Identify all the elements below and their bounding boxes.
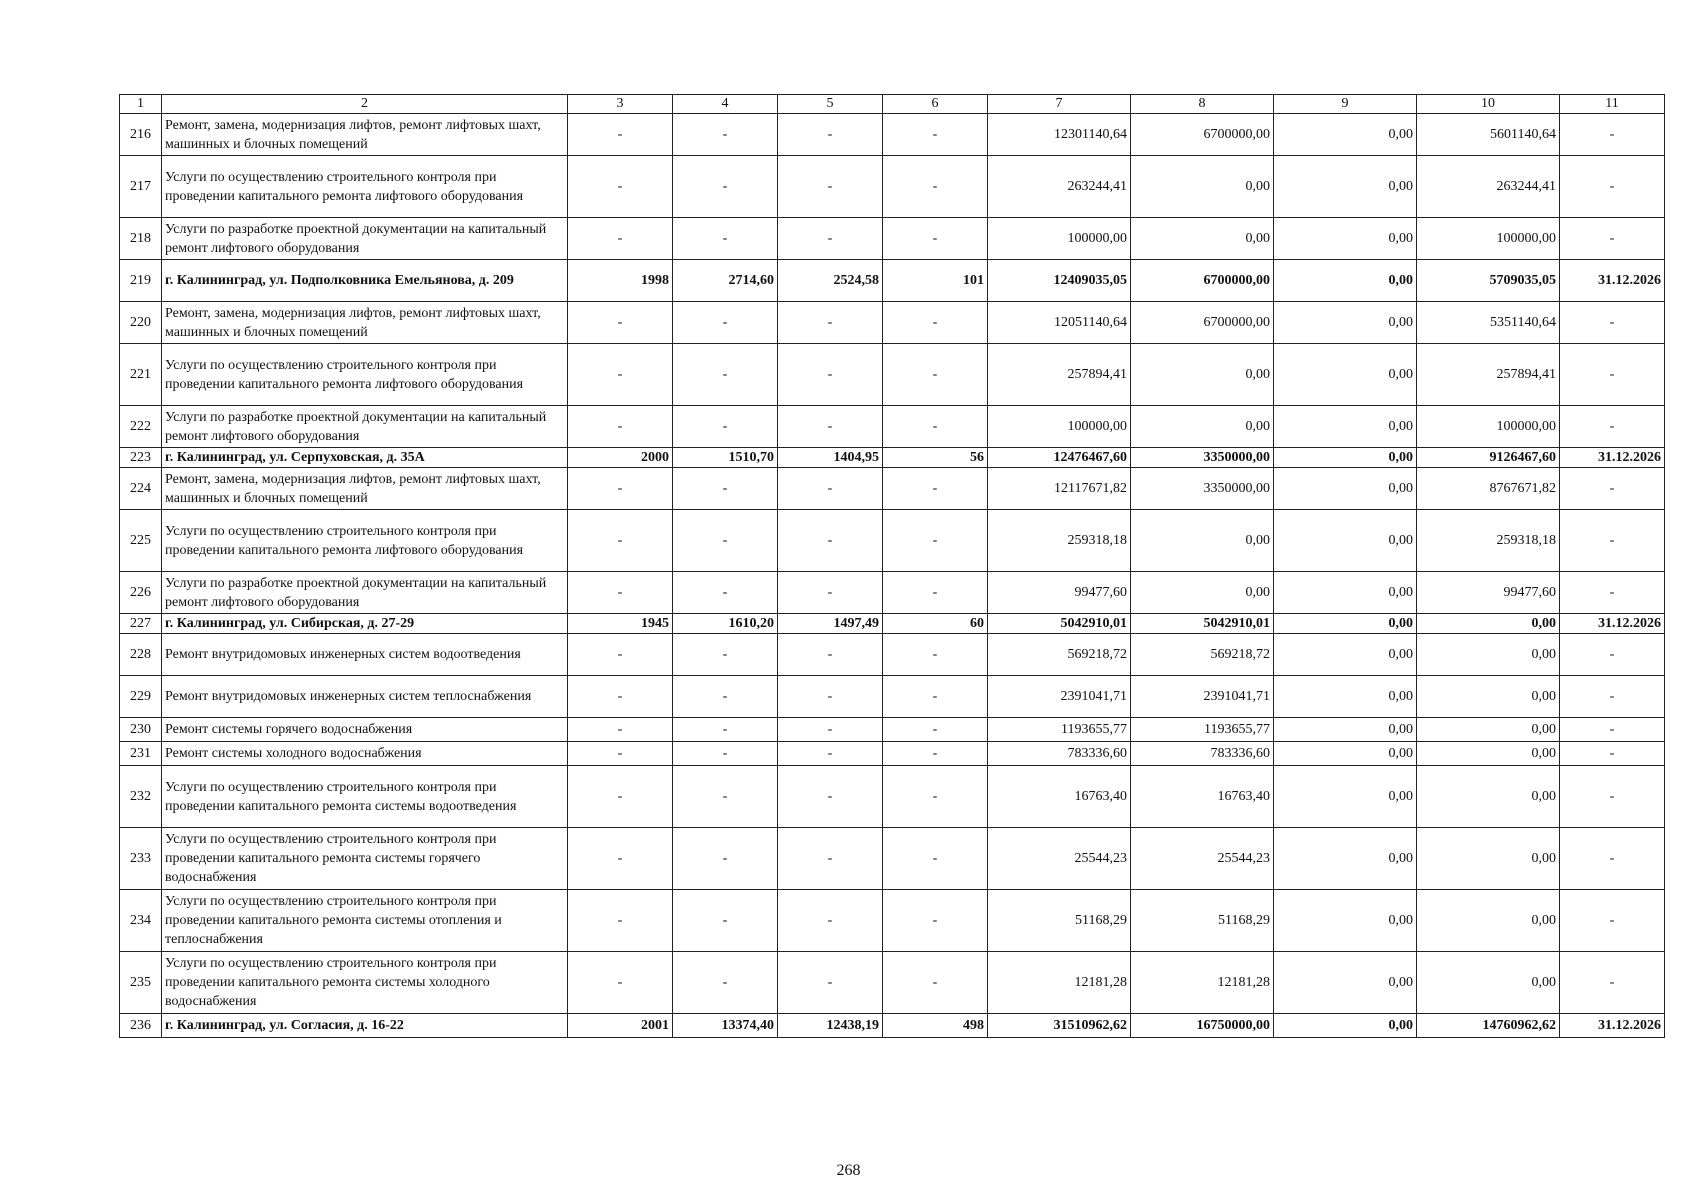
cell-col-7: 99477,60 (988, 572, 1131, 614)
completion-date: - (1560, 510, 1665, 572)
work-description: Ремонт внутридомовых инженерных систем водоотведения (162, 634, 568, 676)
cell-col-10: 0,00 (1417, 742, 1560, 766)
cell-col-6: - (883, 406, 988, 448)
row-number: 222 (120, 406, 162, 448)
cell-col-9: 0,00 (1274, 634, 1417, 676)
cell-col-8: 6700000,00 (1131, 114, 1274, 156)
work-description: Услуги по осуществлению строительного контроля при проведении капитального ремонта системы отопления и теплоснабжения (162, 890, 568, 952)
address-row (120, 614, 1665, 634)
cell-col-5: - (778, 468, 883, 510)
address-name: г. Калининград, ул. Серпуховская, д. 35А (162, 448, 568, 468)
cell-col-7: 12051140,64 (988, 302, 1131, 344)
cell-col-8: 0,00 (1131, 156, 1274, 218)
cell-col-7: 259318,18 (988, 510, 1131, 572)
cell-col-8: 51168,29 (1131, 890, 1274, 952)
completion-date: 31.12.2026 (1560, 260, 1665, 302)
completion-date: - (1560, 742, 1665, 766)
cell-col-9: 0,00 (1274, 828, 1417, 890)
cell-col-8: 569218,72 (1131, 634, 1274, 676)
cell-col-7: 25544,23 (988, 828, 1131, 890)
cell-col-5: 12438,19 (778, 1014, 883, 1038)
cell-col-7: 12301140,64 (988, 114, 1131, 156)
completion-date: - (1560, 218, 1665, 260)
cell-col-10: 5709035,05 (1417, 260, 1560, 302)
cell-col-7: 31510962,62 (988, 1014, 1131, 1038)
cell-col-5: - (778, 952, 883, 1014)
cell-col-3: - (568, 742, 673, 766)
work-item-row (120, 718, 1665, 742)
row-number: 226 (120, 572, 162, 614)
cell-col-4: 1510,70 (673, 448, 778, 468)
work-item-row (120, 114, 1665, 156)
column-number-9: 9 (1274, 95, 1417, 114)
cell-col-5: - (778, 742, 883, 766)
cell-col-10: 100000,00 (1417, 218, 1560, 260)
row-number: 229 (120, 676, 162, 718)
cell-col-4: - (673, 406, 778, 448)
cell-col-3: - (568, 718, 673, 742)
cell-col-10: 5351140,64 (1417, 302, 1560, 344)
address-row (120, 1014, 1665, 1038)
row-number: 230 (120, 718, 162, 742)
cell-col-9: 0,00 (1274, 890, 1417, 952)
cell-col-8: 783336,60 (1131, 742, 1274, 766)
cell-col-6: - (883, 742, 988, 766)
column-number-5: 5 (778, 95, 883, 114)
cell-col-7: 257894,41 (988, 344, 1131, 406)
address-name: г. Калининград, ул. Сибирская, д. 27-29 (162, 614, 568, 634)
work-description: Услуги по осуществлению строительного контроля при проведении капитального ремонта лифтового оборудования (162, 344, 568, 406)
cell-col-4: 13374,40 (673, 1014, 778, 1038)
column-number-10: 10 (1417, 95, 1560, 114)
work-item-row (120, 634, 1665, 676)
cell-col-4: - (673, 344, 778, 406)
column-number-3: 3 (568, 95, 673, 114)
work-item-row (120, 468, 1665, 510)
address-row (120, 260, 1665, 302)
completion-date: - (1560, 114, 1665, 156)
cell-col-9: 0,00 (1274, 406, 1417, 448)
cell-col-6: - (883, 114, 988, 156)
cell-col-3: - (568, 766, 673, 828)
cell-col-3: - (568, 572, 673, 614)
work-item-row (120, 742, 1665, 766)
cell-col-10: 100000,00 (1417, 406, 1560, 448)
row-number: 228 (120, 634, 162, 676)
cell-col-8: 0,00 (1131, 510, 1274, 572)
cell-col-5: 1404,95 (778, 448, 883, 468)
work-description: Ремонт, замена, модернизация лифтов, ремонт лифтовых шахт, машинных и блочных помещений (162, 468, 568, 510)
completion-date: 31.12.2026 (1560, 1014, 1665, 1038)
work-item-row (120, 218, 1665, 260)
cell-col-10: 9126467,60 (1417, 448, 1560, 468)
cell-col-3: - (568, 676, 673, 718)
cell-col-10: 5601140,64 (1417, 114, 1560, 156)
column-number-7: 7 (988, 95, 1131, 114)
cell-col-6: - (883, 468, 988, 510)
capital-repair-table (119, 94, 1665, 1038)
cell-col-3: - (568, 468, 673, 510)
completion-date: - (1560, 634, 1665, 676)
completion-date: 31.12.2026 (1560, 614, 1665, 634)
completion-date: - (1560, 890, 1665, 952)
cell-col-6: 101 (883, 260, 988, 302)
row-number: 236 (120, 1014, 162, 1038)
cell-col-9: 0,00 (1274, 344, 1417, 406)
completion-date: - (1560, 766, 1665, 828)
cell-col-6: - (883, 302, 988, 344)
cell-col-9: 0,00 (1274, 614, 1417, 634)
cell-col-9: 0,00 (1274, 718, 1417, 742)
cell-col-9: 0,00 (1274, 1014, 1417, 1038)
cell-col-5: - (778, 114, 883, 156)
cell-col-8: 3350000,00 (1131, 468, 1274, 510)
cell-col-5: - (778, 890, 883, 952)
column-number-1: 1 (120, 95, 162, 114)
cell-col-10: 0,00 (1417, 676, 1560, 718)
work-description: Услуги по разработке проектной документации на капитальный ремонт лифтового оборудования (162, 218, 568, 260)
cell-col-8: 0,00 (1131, 406, 1274, 448)
cell-col-5: - (778, 718, 883, 742)
cell-col-6: 498 (883, 1014, 988, 1038)
cell-col-5: - (778, 344, 883, 406)
cell-col-8: 16763,40 (1131, 766, 1274, 828)
completion-date: - (1560, 344, 1665, 406)
work-item-row (120, 302, 1665, 344)
cell-col-7: 12409035,05 (988, 260, 1131, 302)
cell-col-8: 1193655,77 (1131, 718, 1274, 742)
row-number: 224 (120, 468, 162, 510)
cell-col-6: - (883, 634, 988, 676)
cell-col-10: 0,00 (1417, 718, 1560, 742)
work-description: Услуги по разработке проектной документации на капитальный ремонт лифтового оборудования (162, 406, 568, 448)
cell-col-7: 12117671,82 (988, 468, 1131, 510)
completion-date: - (1560, 468, 1665, 510)
completion-date: - (1560, 572, 1665, 614)
completion-date: - (1560, 406, 1665, 448)
cell-col-3: - (568, 302, 673, 344)
cell-col-5: - (778, 572, 883, 614)
cell-col-3: - (568, 344, 673, 406)
cell-col-4: - (673, 952, 778, 1014)
cell-col-4: 1610,20 (673, 614, 778, 634)
cell-col-3: 1998 (568, 260, 673, 302)
cell-col-5: - (778, 766, 883, 828)
completion-date: 31.12.2026 (1560, 448, 1665, 468)
cell-col-9: 0,00 (1274, 742, 1417, 766)
cell-col-4: - (673, 742, 778, 766)
column-number-4: 4 (673, 95, 778, 114)
work-item-row (120, 952, 1665, 1014)
cell-col-5: - (778, 634, 883, 676)
work-item-row (120, 156, 1665, 218)
cell-col-8: 6700000,00 (1131, 302, 1274, 344)
cell-col-6: - (883, 890, 988, 952)
cell-col-4: - (673, 890, 778, 952)
work-description: Услуги по осуществлению строительного контроля при проведении капитального ремонта лифтового оборудования (162, 510, 568, 572)
cell-col-5: - (778, 156, 883, 218)
cell-col-10: 0,00 (1417, 766, 1560, 828)
cell-col-9: 0,00 (1274, 156, 1417, 218)
work-item-row (120, 890, 1665, 952)
address-row (120, 448, 1665, 468)
cell-col-9: 0,00 (1274, 952, 1417, 1014)
work-description: Услуги по осуществлению строительного контроля при проведении капитального ремонта системы водоотведения (162, 766, 568, 828)
row-number: 220 (120, 302, 162, 344)
column-number-header (120, 95, 1665, 114)
cell-col-3: - (568, 156, 673, 218)
address-name: г. Калининград, ул. Согласия, д. 16-22 (162, 1014, 568, 1038)
cell-col-3: - (568, 510, 673, 572)
cell-col-3: - (568, 406, 673, 448)
column-number-2: 2 (162, 95, 568, 114)
cell-col-10: 99477,60 (1417, 572, 1560, 614)
work-item-row (120, 344, 1665, 406)
cell-col-4: - (673, 302, 778, 344)
cell-col-4: - (673, 468, 778, 510)
cell-col-7: 12181,28 (988, 952, 1131, 1014)
cell-col-9: 0,00 (1274, 218, 1417, 260)
work-item-row (120, 406, 1665, 448)
cell-col-6: 60 (883, 614, 988, 634)
cell-col-8: 5042910,01 (1131, 614, 1274, 634)
cell-col-4: 2714,60 (673, 260, 778, 302)
cell-col-7: 569218,72 (988, 634, 1131, 676)
row-number: 227 (120, 614, 162, 634)
column-number-11: 11 (1560, 95, 1665, 114)
cell-col-4: - (673, 114, 778, 156)
cell-col-7: 100000,00 (988, 406, 1131, 448)
cell-col-6: - (883, 766, 988, 828)
row-number: 231 (120, 742, 162, 766)
cell-col-9: 0,00 (1274, 260, 1417, 302)
work-description: Ремонт внутридомовых инженерных систем теплоснабжения (162, 676, 568, 718)
cell-col-6: - (883, 156, 988, 218)
cell-col-5: - (778, 676, 883, 718)
work-item-row (120, 572, 1665, 614)
cell-col-7: 2391041,71 (988, 676, 1131, 718)
cell-col-7: 16763,40 (988, 766, 1131, 828)
cell-col-6: 56 (883, 448, 988, 468)
cell-col-6: - (883, 344, 988, 406)
cell-col-5: - (778, 828, 883, 890)
work-description: Ремонт системы горячего водоснабжения (162, 718, 568, 742)
cell-col-9: 0,00 (1274, 302, 1417, 344)
cell-col-9: 0,00 (1274, 114, 1417, 156)
work-item-row (120, 510, 1665, 572)
completion-date: - (1560, 156, 1665, 218)
column-number-6: 6 (883, 95, 988, 114)
cell-col-3: - (568, 828, 673, 890)
cell-col-8: 16750000,00 (1131, 1014, 1274, 1038)
cell-col-10: 8767671,82 (1417, 468, 1560, 510)
work-description: Ремонт, замена, модернизация лифтов, ремонт лифтовых шахт, машинных и блочных помещений (162, 114, 568, 156)
completion-date: - (1560, 828, 1665, 890)
cell-col-6: - (883, 676, 988, 718)
cell-col-3: - (568, 114, 673, 156)
cell-col-4: - (673, 634, 778, 676)
cell-col-5: 1497,49 (778, 614, 883, 634)
cell-col-10: 14760962,62 (1417, 1014, 1560, 1038)
cell-col-6: - (883, 718, 988, 742)
cell-col-8: 6700000,00 (1131, 260, 1274, 302)
cell-col-6: - (883, 510, 988, 572)
cell-col-4: - (673, 156, 778, 218)
cell-col-8: 3350000,00 (1131, 448, 1274, 468)
address-name: г. Калининград, ул. Подполковника Емельянова, д. 209 (162, 260, 568, 302)
cell-col-5: - (778, 510, 883, 572)
cell-col-4: - (673, 828, 778, 890)
page-number: 268 (836, 1162, 861, 1179)
cell-col-3: 2000 (568, 448, 673, 468)
work-item-row (120, 828, 1665, 890)
cell-col-6: - (883, 218, 988, 260)
cell-col-10: 0,00 (1417, 890, 1560, 952)
cell-col-5: - (778, 218, 883, 260)
cell-col-3: 1945 (568, 614, 673, 634)
row-number: 223 (120, 448, 162, 468)
cell-col-8: 0,00 (1131, 572, 1274, 614)
completion-date: - (1560, 302, 1665, 344)
cell-col-8: 0,00 (1131, 344, 1274, 406)
completion-date: - (1560, 676, 1665, 718)
cell-col-10: 0,00 (1417, 828, 1560, 890)
cell-col-5: - (778, 406, 883, 448)
cell-col-4: - (673, 572, 778, 614)
cell-col-9: 0,00 (1274, 572, 1417, 614)
cell-col-9: 0,00 (1274, 510, 1417, 572)
cell-col-4: - (673, 676, 778, 718)
cell-col-9: 0,00 (1274, 766, 1417, 828)
cell-col-6: - (883, 828, 988, 890)
cell-col-10: 259318,18 (1417, 510, 1560, 572)
row-number: 232 (120, 766, 162, 828)
cell-col-3: - (568, 218, 673, 260)
cell-col-7: 51168,29 (988, 890, 1131, 952)
cell-col-6: - (883, 952, 988, 1014)
cell-col-10: 0,00 (1417, 614, 1560, 634)
row-number: 217 (120, 156, 162, 218)
cell-col-10: 0,00 (1417, 952, 1560, 1014)
cell-col-6: - (883, 572, 988, 614)
cell-col-7: 12476467,60 (988, 448, 1131, 468)
cell-col-9: 0,00 (1274, 468, 1417, 510)
cell-col-10: 0,00 (1417, 634, 1560, 676)
work-description: Услуги по осуществлению строительного контроля при проведении капитального ремонта системы горячего водоснабжения (162, 828, 568, 890)
cell-col-9: 0,00 (1274, 448, 1417, 468)
row-number: 235 (120, 952, 162, 1014)
cell-col-10: 257894,41 (1417, 344, 1560, 406)
work-description: Услуги по разработке проектной документации на капитальный ремонт лифтового оборудования (162, 572, 568, 614)
cell-col-7: 5042910,01 (988, 614, 1131, 634)
completion-date: - (1560, 718, 1665, 742)
cell-col-3: 2001 (568, 1014, 673, 1038)
row-number: 221 (120, 344, 162, 406)
cell-col-8: 25544,23 (1131, 828, 1274, 890)
cell-col-5: - (778, 302, 883, 344)
cell-col-3: - (568, 634, 673, 676)
cell-col-4: - (673, 766, 778, 828)
row-number: 219 (120, 260, 162, 302)
cell-col-8: 0,00 (1131, 218, 1274, 260)
cell-col-7: 1193655,77 (988, 718, 1131, 742)
work-description: Ремонт, замена, модернизация лифтов, ремонт лифтовых шахт, машинных и блочных помещений (162, 302, 568, 344)
column-number-8: 8 (1131, 95, 1274, 114)
work-description: Ремонт системы холодного водоснабжения (162, 742, 568, 766)
completion-date: - (1560, 952, 1665, 1014)
work-item-row (120, 676, 1665, 718)
cell-col-5: 2524,58 (778, 260, 883, 302)
cell-col-7: 783336,60 (988, 742, 1131, 766)
work-description: Услуги по осуществлению строительного контроля при проведении капитального ремонта системы холодного водоснабжения (162, 952, 568, 1014)
row-number: 218 (120, 218, 162, 260)
cell-col-4: - (673, 718, 778, 742)
row-number: 233 (120, 828, 162, 890)
cell-col-8: 12181,28 (1131, 952, 1274, 1014)
cell-col-7: 100000,00 (988, 218, 1131, 260)
cell-col-9: 0,00 (1274, 676, 1417, 718)
cell-col-10: 263244,41 (1417, 156, 1560, 218)
row-number: 225 (120, 510, 162, 572)
cell-col-4: - (673, 218, 778, 260)
work-description: Услуги по осуществлению строительного контроля при проведении капитального ремонта лифтового оборудования (162, 156, 568, 218)
row-number: 234 (120, 890, 162, 952)
cell-col-3: - (568, 890, 673, 952)
row-number: 216 (120, 114, 162, 156)
cell-col-4: - (673, 510, 778, 572)
cell-col-8: 2391041,71 (1131, 676, 1274, 718)
cell-col-7: 263244,41 (988, 156, 1131, 218)
cell-col-3: - (568, 952, 673, 1014)
work-item-row (120, 766, 1665, 828)
